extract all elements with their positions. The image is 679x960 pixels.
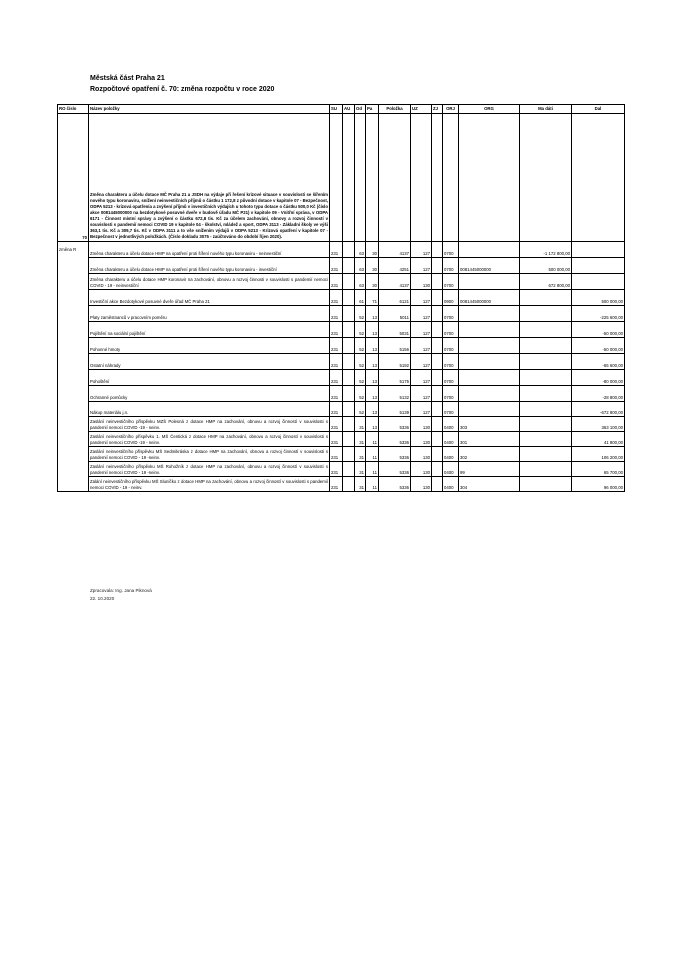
- table-row: [58, 242, 625, 258]
- ro-cell: [58, 462, 89, 477]
- table-row: [58, 462, 625, 477]
- au-cell: [343, 432, 355, 447]
- uz-cell: 130: [411, 447, 432, 462]
- au-cell: [343, 322, 355, 338]
- od-cell: 63: [355, 258, 366, 274]
- od-cell: 52: [355, 322, 366, 338]
- ro-cell: [58, 258, 89, 274]
- su-cell: 231: [330, 477, 343, 492]
- pa-cell: 13: [366, 417, 379, 432]
- od-cell: 31: [355, 462, 366, 477]
- au-cell: [343, 338, 355, 354]
- su-cell: 231: [330, 322, 343, 338]
- zj-cell: [432, 338, 443, 354]
- od-cell: 63: [355, 274, 366, 290]
- dal-cell: -28 800,00: [572, 386, 625, 402]
- su-cell: 231: [330, 274, 343, 290]
- item-name: Zaslání neinvestičního příspěvku MŠ Sedmikráska z dotace HMP na zachování, obnovu a rozvoj činností v souvislosti s pandemií nemoci COVID - 19 -neinv.: [89, 447, 330, 462]
- ro-number: 70: [58, 114, 89, 242]
- ma-dati-cell: 672 800,00: [520, 274, 572, 290]
- item-name: Pojištění na sociální pojištění: [89, 322, 330, 338]
- org-cell: 99: [459, 462, 520, 477]
- su-cell: 231: [330, 417, 343, 432]
- zj-cell: [432, 462, 443, 477]
- item-name: Platy zaměstnanců v pracovním poměru: [89, 306, 330, 322]
- header-row: [58, 105, 625, 114]
- polozka-cell: 4251: [379, 258, 411, 274]
- pa-cell: 13: [366, 338, 379, 354]
- ro-cell: [58, 306, 89, 322]
- au-cell: [343, 462, 355, 477]
- organization-name: Městská část Praha 21: [90, 75, 165, 82]
- uz-cell: 127: [411, 306, 432, 322]
- zj-cell: [432, 322, 443, 338]
- uz-cell: 130: [411, 477, 432, 492]
- ro-cell: [58, 386, 89, 402]
- pa-cell: 13: [366, 306, 379, 322]
- item-name: Nákup materiálu j.n.: [89, 402, 330, 417]
- budget-table: [57, 104, 625, 492]
- zj-cell: [432, 258, 443, 274]
- polozka-cell: 5336: [379, 477, 411, 492]
- ro-cell: [58, 370, 89, 386]
- item-name: Pohonné hmoty: [89, 338, 330, 354]
- item-name: Zaslání neinvestičního příspěvku MŠ Rohožník z dotace HMP na zachování, obnovu a rozvoj činností v souvislosti s pandemií nemoci COVID - 19 -neinv.: [89, 462, 330, 477]
- au-cell: [343, 290, 355, 306]
- dal-cell: [572, 274, 625, 290]
- uz-cell: 130: [411, 274, 432, 290]
- zj-cell: [432, 354, 443, 370]
- uz-cell: 127: [411, 386, 432, 402]
- su-cell: 231: [330, 432, 343, 447]
- pa-cell: 13: [366, 354, 379, 370]
- su-cell: 231: [330, 462, 343, 477]
- org-cell: [459, 402, 520, 417]
- polozka-cell: 5011: [379, 306, 411, 322]
- ma-dati-cell: [520, 306, 572, 322]
- polozka-cell: 5336: [379, 417, 411, 432]
- table-row: [58, 274, 625, 290]
- ro-cell: [58, 322, 89, 338]
- uz-cell: 130: [411, 462, 432, 477]
- orj-cell: 0700: [443, 338, 459, 354]
- uz-cell: 127: [411, 354, 432, 370]
- uz-cell: 127: [411, 242, 432, 258]
- uz-cell: 127: [411, 322, 432, 338]
- ro-cell: [58, 338, 89, 354]
- col-su: SU: [330, 105, 343, 114]
- item-name: Zaslání neinvestičního příspěvku MZŠ Polesná z dotace HMP na zachování, obnovu a rozvoj činností v souvislosti s pandemií nemoci COVID -19 - neinv.: [89, 417, 330, 432]
- uz-cell: 127: [411, 370, 432, 386]
- od-cell: 61: [355, 290, 366, 306]
- au-cell: [343, 477, 355, 492]
- zj-cell: [432, 402, 443, 417]
- su-cell: 231: [330, 338, 343, 354]
- org-cell: 301: [459, 432, 520, 447]
- orj-cell: 0900: [443, 290, 459, 306]
- dal-cell: 363 100,00: [572, 417, 625, 432]
- orj-cell: 0400: [443, 447, 459, 462]
- table-row: [58, 258, 625, 274]
- su-cell: 231: [330, 370, 343, 386]
- pa-cell: 71: [366, 290, 379, 306]
- pa-cell: 11: [366, 432, 379, 447]
- ma-dati-cell: [520, 462, 572, 477]
- date: 22. 10.2020: [90, 596, 115, 601]
- table-row: [58, 306, 625, 322]
- au-cell: [343, 258, 355, 274]
- dal-cell: -672 800,00: [572, 402, 625, 417]
- ma-dati-cell: [520, 432, 572, 447]
- dal-cell: -50 000,00: [572, 322, 625, 338]
- org-cell: [459, 370, 520, 386]
- orj-cell: 0700: [443, 370, 459, 386]
- ro-cell: [58, 432, 89, 447]
- od-cell: 31: [355, 417, 366, 432]
- pa-cell: 11: [366, 477, 379, 492]
- orj-cell: 0400: [443, 417, 459, 432]
- ma-dati-cell: [520, 338, 572, 354]
- uz-cell: 127: [411, 338, 432, 354]
- uz-cell: 127: [411, 258, 432, 274]
- table-row: [58, 432, 625, 447]
- au-cell: [343, 306, 355, 322]
- zj-cell: [432, 417, 443, 432]
- dal-cell: [572, 258, 625, 274]
- pa-cell: 11: [366, 447, 379, 462]
- od-cell: 31: [355, 447, 366, 462]
- zj-cell: [432, 274, 443, 290]
- au-cell: [343, 402, 355, 417]
- ma-dati-cell: [520, 354, 572, 370]
- od-cell: 63: [355, 242, 366, 258]
- document-title: Rozpočtové opatření č. 70: změna rozpočtu v roce 2020: [90, 86, 275, 93]
- table-row: [58, 447, 625, 462]
- orj-cell: 0700: [443, 402, 459, 417]
- col-zj: ZJ: [432, 105, 443, 114]
- od-cell: 52: [355, 386, 366, 402]
- org-cell: [459, 386, 520, 402]
- zj-cell: [432, 447, 443, 462]
- dal-cell: -65 600,00: [572, 354, 625, 370]
- su-cell: 231: [330, 306, 343, 322]
- pa-cell: 13: [366, 386, 379, 402]
- orj-cell: 0700: [443, 274, 459, 290]
- ma-dati-cell: 500 000,00: [520, 258, 572, 274]
- dal-cell: -225 600,00: [572, 306, 625, 322]
- zj-cell: [432, 370, 443, 386]
- org-cell: 303: [459, 417, 520, 432]
- org-cell: [459, 242, 520, 258]
- table-row: [58, 417, 625, 432]
- od-cell: 52: [355, 306, 366, 322]
- col-ma-dati: Ma dáti: [520, 105, 572, 114]
- table-row: [58, 477, 625, 492]
- polozka-cell: 5139: [379, 402, 411, 417]
- pa-cell: 11: [366, 462, 379, 477]
- ma-dati-cell: [520, 477, 572, 492]
- pa-cell: 13: [366, 322, 379, 338]
- au-cell: [343, 417, 355, 432]
- item-name: Změna charakteru a účelu dotace HMP koronavir na zachování, obnovu a rozvoj činnosti v souvislosti s pandemií nemoci COVID - 19 - neinvestiční: [89, 274, 330, 290]
- dal-cell: 65 700,00: [572, 462, 625, 477]
- col-au: AU: [343, 105, 355, 114]
- orj-cell: 0400: [443, 477, 459, 492]
- col-od: Od: [355, 105, 366, 114]
- table-row: [58, 354, 625, 370]
- org-cell: [459, 306, 520, 322]
- uz-cell: 127: [411, 402, 432, 417]
- au-cell: [343, 242, 355, 258]
- prepared-by: Zpracovala: Ing. Jana Piknová: [90, 588, 152, 593]
- su-cell: 231: [330, 402, 343, 417]
- ma-dati-cell: [520, 370, 572, 386]
- ro-cell: [58, 417, 89, 432]
- uz-cell: 130: [411, 432, 432, 447]
- polozka-cell: 5336: [379, 462, 411, 477]
- polozka-cell: 5175: [379, 370, 411, 386]
- item-name: Zaslání neinvestičního příspěvku 1. MŠ Čentická z dotace HMP na zachování, obnovu a rozvoj činností v souvislosti s pandemií nemoci COVID -19 - neinv.: [89, 432, 330, 447]
- table-row: [58, 386, 625, 402]
- item-name: Ochranné pomůcky: [89, 386, 330, 402]
- ma-dati-cell: [520, 290, 572, 306]
- org-cell: 0081445000000: [459, 258, 520, 274]
- od-cell: 31: [355, 477, 366, 492]
- item-name: Pohoštění: [89, 370, 330, 386]
- org-cell: 304: [459, 477, 520, 492]
- col-org: ORG: [459, 105, 520, 114]
- table-row: [58, 290, 625, 306]
- dal-cell: 41 800,00: [572, 432, 625, 447]
- org-cell: [459, 354, 520, 370]
- ma-dati-cell: -1 172 800,00: [520, 242, 572, 258]
- table-row: [58, 322, 625, 338]
- ro-cell: [58, 477, 89, 492]
- dal-cell: -50 000,00: [572, 338, 625, 354]
- polozka-cell: 4137: [379, 274, 411, 290]
- zj-cell: [432, 386, 443, 402]
- au-cell: [343, 370, 355, 386]
- item-name: Změna charakteru a účelu dotace HMP na opatření proti šíření nového typu koronaviru - investiční: [89, 258, 330, 274]
- orj-cell: 0700: [443, 258, 459, 274]
- zj-cell: [432, 477, 443, 492]
- polozka-cell: 6121: [379, 290, 411, 306]
- od-cell: 52: [355, 370, 366, 386]
- summary-description: Změna charakteru a účelu dotace MČ Praha 21 a JSDH na výdaje při řešení krizové situace v souvislosti se šířením nového typu koronaviru, snížení neinvestičních příjmů o částku 1 172,8 z původní dotace v kapitole 07 - Bezpečnost, ODPA 5213 - krizová opatřenía a zvýšení příjmů v investičních výdajích u tohoto typu dotace o částku 500,0 Kč (číslo akce 0081445000000 na bezdotykové posuvné dveře v budově úřadu MČ P21) v kapitole 09 - Vnitřní správa, v ODPA 6171 - Činnost místní správy a zvýšení o částku 672,8 tis. Kč za účelem zachování, obnovy a rozvoj činností v souvislosti s pandemií nemoci COVID 19 v kapitole 04 - školství, mládež a sport, ODPA 3113 - Základní školy ve výši 363,1 tis. Kč a 309,7 tis. Kč v ODPA 3111 a to vše snížením výdajů v ODPA 5213 - Krizová opatření v kapitole 07 - Bezpečnost v jednotlivých položkách. (Číslo dokladu 3075 - zaúčtováno do období říjen 2020).: [89, 114, 330, 242]
- su-cell: 231: [330, 354, 343, 370]
- item-name: Zalání neinvestičního příspěvku MŠ Sluníčko z dotace HMP na zachování, obnovu a rozvoj činností v souvislosti s pandemií nemoci COVID - 19 - neinv.: [89, 477, 330, 492]
- ma-dati-cell: [520, 386, 572, 402]
- dal-cell: [572, 242, 625, 258]
- pa-cell: 30: [366, 242, 379, 258]
- ma-dati-cell: [520, 447, 572, 462]
- ma-dati-cell: [520, 417, 572, 432]
- col-orj: ORJ: [443, 105, 459, 114]
- pa-cell: 13: [366, 370, 379, 386]
- polozka-cell: 5031: [379, 322, 411, 338]
- pa-cell: 30: [366, 274, 379, 290]
- ma-dati-cell: [520, 402, 572, 417]
- polozka-cell: 4137: [379, 242, 411, 258]
- table-row: [58, 402, 625, 417]
- pa-cell: 13: [366, 402, 379, 417]
- dal-cell: -80 000,00: [572, 370, 625, 386]
- polozka-cell: 5192: [379, 354, 411, 370]
- orj-cell: 0400: [443, 462, 459, 477]
- su-cell: 231: [330, 386, 343, 402]
- org-cell: 0081445000000: [459, 290, 520, 306]
- su-cell: 231: [330, 258, 343, 274]
- orj-cell: 0700: [443, 242, 459, 258]
- dal-cell: 96 000,00: [572, 477, 625, 492]
- uz-cell: 130: [411, 417, 432, 432]
- col-uz: UZ: [411, 105, 432, 114]
- dal-cell: 106 200,00: [572, 447, 625, 462]
- od-cell: 31: [355, 432, 366, 447]
- summary-row: [58, 114, 625, 242]
- au-cell: [343, 386, 355, 402]
- table-row: [58, 370, 625, 386]
- org-cell: [459, 338, 520, 354]
- ro-cell: [58, 447, 89, 462]
- col-name: Název položky: [89, 105, 330, 114]
- orj-cell: 0400: [443, 432, 459, 447]
- au-cell: [343, 274, 355, 290]
- ro-cell: [58, 290, 89, 306]
- col-pa: Pa: [366, 105, 379, 114]
- su-cell: 231: [330, 290, 343, 306]
- polozka-cell: 5336: [379, 432, 411, 447]
- od-cell: 52: [355, 338, 366, 354]
- ro-cell: [58, 354, 89, 370]
- table-row: [58, 338, 625, 354]
- od-cell: 52: [355, 354, 366, 370]
- su-cell: 231: [330, 447, 343, 462]
- col-dal: Dal: [572, 105, 625, 114]
- au-cell: [343, 354, 355, 370]
- org-cell: 302: [459, 447, 520, 462]
- au-cell: [343, 447, 355, 462]
- ro-cell: [58, 402, 89, 417]
- item-name: Ostatní náhrady: [89, 354, 330, 370]
- org-cell: [459, 274, 520, 290]
- su-cell: 231: [330, 242, 343, 258]
- item-name: Investiční akce Bezdotykové posuvné dveře úřad MČ Praha 21: [89, 290, 330, 306]
- polozka-cell: 5156: [379, 338, 411, 354]
- ro-cell: změna R: [58, 242, 89, 258]
- org-cell: [459, 322, 520, 338]
- od-cell: 52: [355, 402, 366, 417]
- uz-cell: 127: [411, 290, 432, 306]
- col-ro: RO číslo: [58, 105, 89, 114]
- zj-cell: [432, 290, 443, 306]
- orj-cell: 0700: [443, 306, 459, 322]
- polozka-cell: 5336: [379, 447, 411, 462]
- zj-cell: [432, 242, 443, 258]
- orj-cell: 0700: [443, 386, 459, 402]
- polozka-cell: 5132: [379, 386, 411, 402]
- item-name: Změna charakteru a účelu dotace HMP na opatření proti šíření nového typu koronaviru - neinvestiční: [89, 242, 330, 258]
- zj-cell: [432, 306, 443, 322]
- ro-cell: [58, 274, 89, 290]
- col-polozka: Položka: [379, 105, 411, 114]
- orj-cell: 0700: [443, 322, 459, 338]
- ma-dati-cell: [520, 322, 572, 338]
- pa-cell: 30: [366, 258, 379, 274]
- dal-cell: 500 000,00: [572, 290, 625, 306]
- orj-cell: 0700: [443, 354, 459, 370]
- zj-cell: [432, 432, 443, 447]
